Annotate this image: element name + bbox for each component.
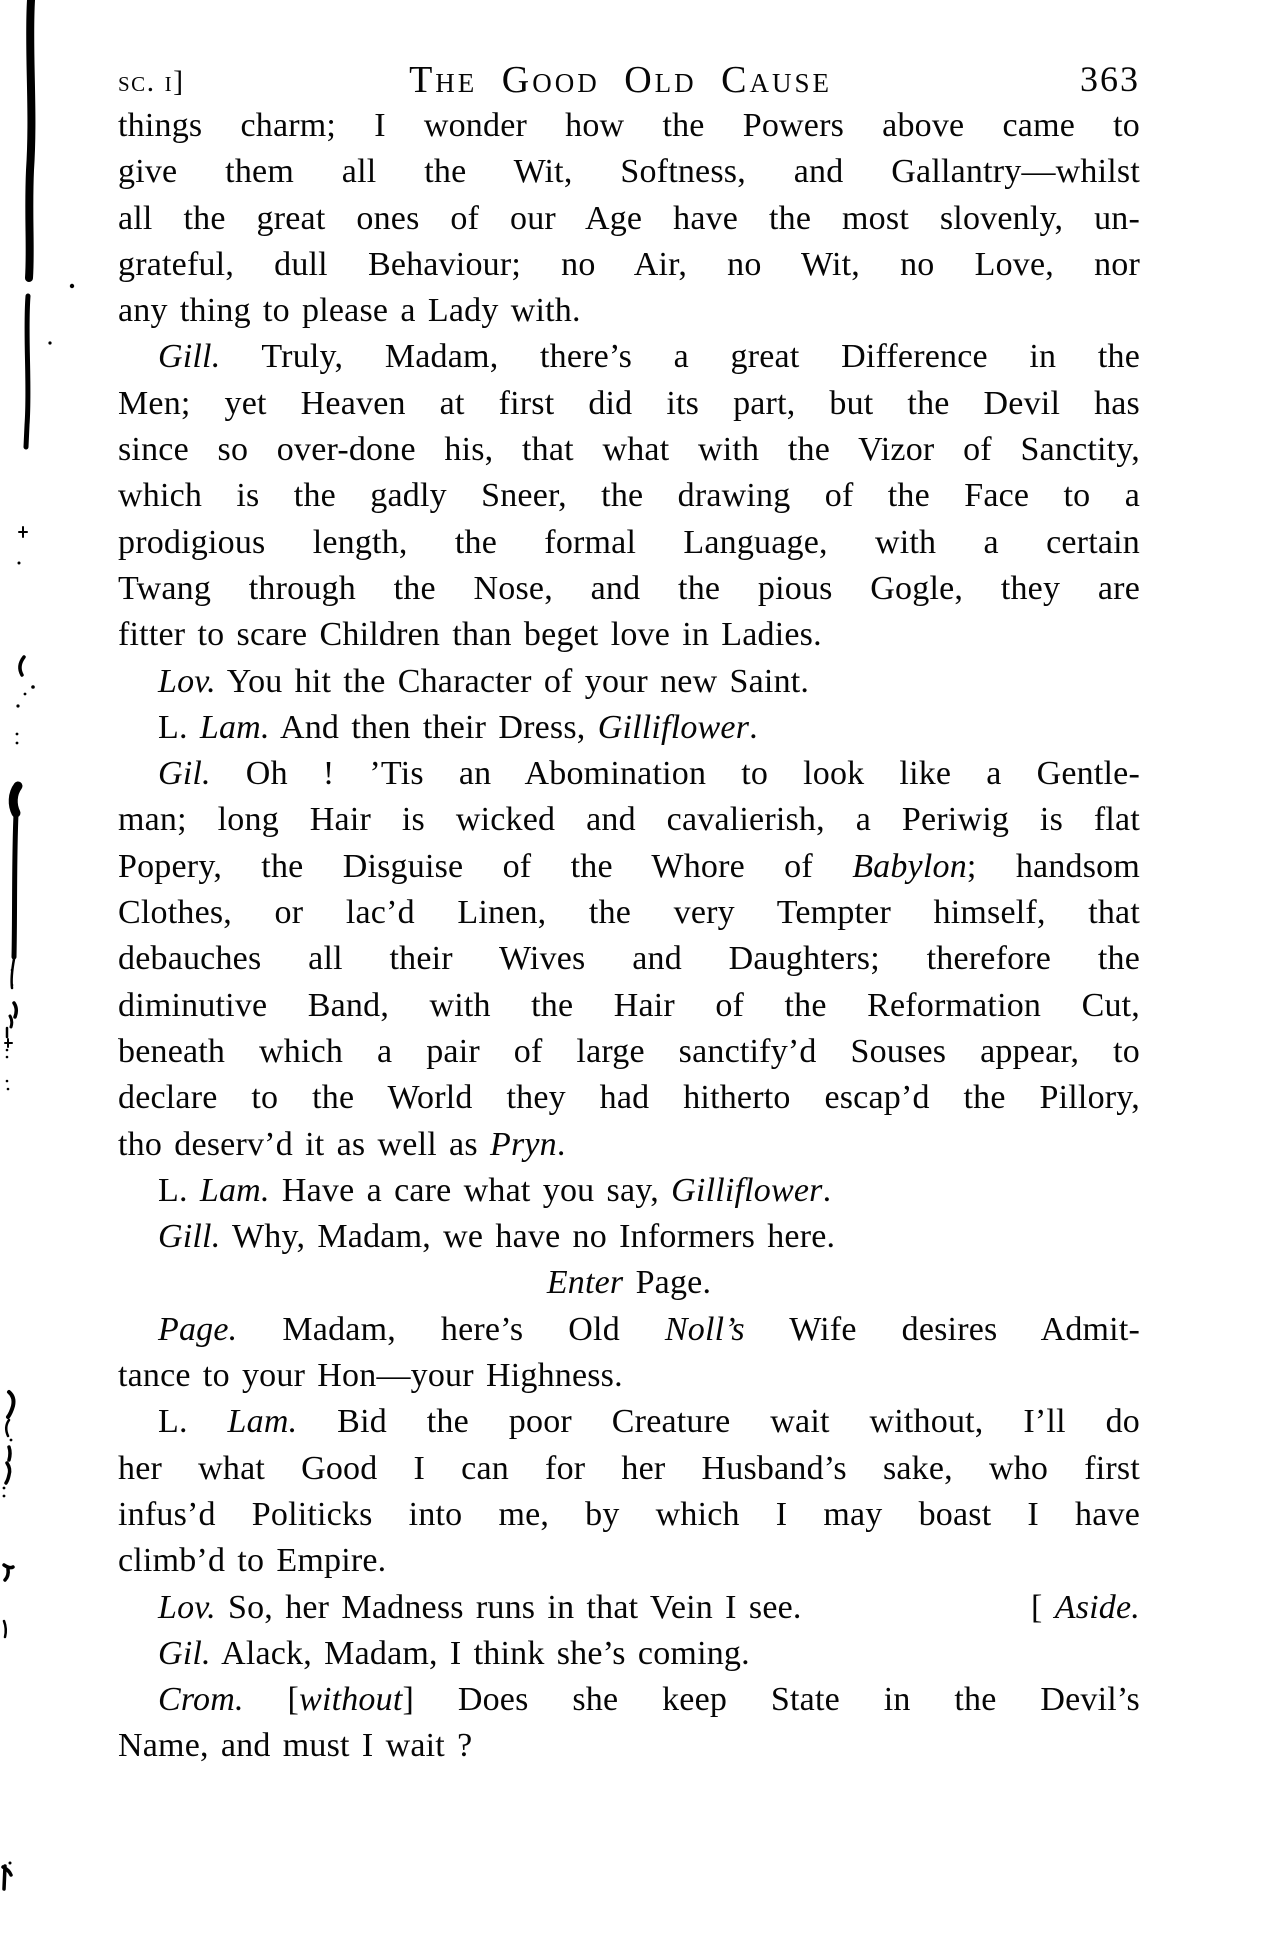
text-segment: [ (243, 1681, 300, 1719)
text-line (118, 1307, 1140, 1353)
text-segment: Have a care what you say, (269, 1171, 672, 1209)
text-segment: Wife desires Admit- (744, 1310, 1140, 1348)
text-segment: which is the gadly Sneer, the drawing of the Face to a (118, 477, 1140, 515)
text-line (118, 1538, 1140, 1584)
scene-label: sc. i] (118, 65, 185, 98)
text-segment: Why, Madam, we have no Informers here. (220, 1218, 836, 1256)
text-segment: Gill. (158, 338, 221, 376)
text-segment: Lov. (158, 1588, 216, 1626)
text-line (118, 1492, 1140, 1538)
text-segment: Crom. (158, 1681, 244, 1719)
text-segment: Oh ! ’Tis an Abomination to look like a Gentle- (210, 755, 1140, 793)
text-line (118, 844, 1140, 890)
text-line (118, 473, 1140, 519)
text-segment: . (822, 1171, 832, 1209)
text-line (118, 334, 1140, 380)
text-segment: tho deserv’d it as well as (118, 1125, 490, 1163)
text-line (118, 566, 1140, 612)
text-segment: Page. (623, 1264, 712, 1302)
text-line (118, 659, 1140, 705)
text-line (118, 427, 1140, 473)
text-segment: You hit the Character of your new Saint. (215, 662, 810, 700)
text-segment: Babylon (852, 847, 967, 885)
text-segment: climb’d to Empire. (118, 1542, 387, 1580)
text-line (118, 242, 1140, 288)
text-line (118, 1075, 1140, 1121)
text-segment: And then their Dress, (269, 708, 598, 746)
text-line (118, 1029, 1140, 1075)
text-segment: Truly, Madam, there’s a great Difference in the (220, 338, 1140, 376)
text-segment: Page. (158, 1310, 238, 1348)
text-line (118, 1168, 1140, 1214)
text-line (118, 1122, 1140, 1168)
text-segment: Aside. (1054, 1588, 1140, 1626)
text-segment: fitter to scare Children than beget love in Ladies. (118, 616, 822, 654)
text-line (118, 1353, 1140, 1399)
text-block (118, 103, 1140, 1770)
text-segment: Men; yet Heaven at first did its part, but the Devil has (118, 384, 1140, 422)
text-line (118, 381, 1140, 427)
stage-direction-aside (991, 1585, 1140, 1631)
text-segment: give them all the Wit, Softness, and Gallantry—whilst (118, 153, 1140, 191)
text-segment: Enter (546, 1264, 624, 1302)
text-segment: . (749, 708, 758, 746)
text-segment: Lam. (199, 1171, 270, 1209)
page-number: 363 (1080, 59, 1140, 99)
text-segment: ; handsom (966, 847, 1141, 885)
text-segment: L. (158, 1403, 228, 1441)
text-segment: things charm; I wonder how the Powers above came to (118, 107, 1140, 144)
text-line (118, 797, 1140, 843)
text-segment: any thing to please a Lady with. (118, 292, 581, 330)
text-segment: Gill. (158, 1218, 221, 1256)
text-segment: Twang through the Nose, and the pious Gogle, they are (118, 569, 1140, 607)
text-line (118, 936, 1140, 982)
text-segment: Gil. (158, 755, 211, 793)
text-segment: prodigious length, the formal Language, with a certain (118, 523, 1140, 561)
text-segment: Lam. (227, 1403, 298, 1441)
text-segment: L. (158, 1171, 200, 1209)
text-segment: ] Does she keep State in the Devil’s (402, 1681, 1140, 1719)
text-line (118, 1631, 1140, 1677)
text-segment: debauches all their Wives and Daughters; therefore the (118, 940, 1140, 978)
text-segment: Popery, the Disguise of the Whore of (118, 847, 853, 885)
text-line (118, 196, 1140, 242)
text-line (118, 890, 1140, 936)
text-line (118, 1723, 1140, 1769)
text-segment: So, her Madness runs in that Vein I see. (215, 1588, 802, 1626)
text-segment: Gilliflower (671, 1171, 823, 1209)
text-line (118, 751, 1140, 797)
text-segment: Noll’s (664, 1310, 745, 1348)
text-line (118, 705, 1140, 751)
text-line (118, 1214, 1140, 1260)
running-title: The Good Old Cause (409, 59, 833, 101)
text-line (118, 1399, 1140, 1445)
text-segment: since so over-done his, that what with the Vizor of Sanctity, (118, 431, 1140, 469)
text-segment: L. (158, 708, 200, 746)
text-segment: Madam, here’s Old (237, 1310, 665, 1348)
text-line (118, 149, 1140, 195)
text-line (118, 1677, 1140, 1723)
text-segment: her what Good I can for her Husband’s sake, who first (118, 1449, 1140, 1487)
text-segment: Gil. (158, 1634, 211, 1672)
text-segment: Lam. (199, 708, 270, 746)
text-segment: Bid the poor Creature wait without, I’ll do (297, 1403, 1140, 1441)
text-segment: Gilliflower (597, 708, 750, 746)
text-line (118, 103, 1140, 149)
text-segment: Lov. (158, 662, 216, 700)
text-segment: beneath which a pair of large sanctify’d Souses appear, to (118, 1032, 1140, 1070)
text-line (118, 1446, 1140, 1492)
text-segment: . (556, 1125, 566, 1163)
text-segment: infus’d Politicks into me, by which I may boast I have (118, 1495, 1140, 1533)
text-segment: without (299, 1681, 403, 1719)
page-header (118, 58, 1140, 100)
text-segment: all the great ones of our Age have the most slovenly, un- (118, 199, 1140, 237)
text-line (118, 612, 1140, 658)
text-segment: [ (1031, 1588, 1055, 1626)
text-segment: Pryn (489, 1125, 557, 1163)
text-segment: man; long Hair is wicked and cavalierish, a Periwig is flat (118, 801, 1140, 839)
text-line (118, 1260, 1140, 1306)
text-line (118, 983, 1140, 1029)
text-line (118, 520, 1140, 566)
text-segment: declare to the World they had hitherto escap’d the Pillory, (118, 1079, 1140, 1117)
text-segment: diminutive Band, with the Hair of the Reformation Cut, (118, 986, 1140, 1024)
text-line (118, 288, 1140, 334)
scan-artifacts (0, 0, 90, 1955)
text-segment: Clothes, or lac’d Linen, the very Tempter himself, that (118, 894, 1140, 932)
text-segment: tance to your Hon—your Highness. (118, 1357, 623, 1395)
text-segment: Name, and must I wait ? (118, 1727, 473, 1765)
text-segment: grateful, dull Behaviour; no Air, no Wit, no Love, nor (118, 245, 1140, 283)
text-segment: Alack, Madam, I think she’s coming. (210, 1634, 750, 1672)
text-line (118, 1585, 1140, 1631)
